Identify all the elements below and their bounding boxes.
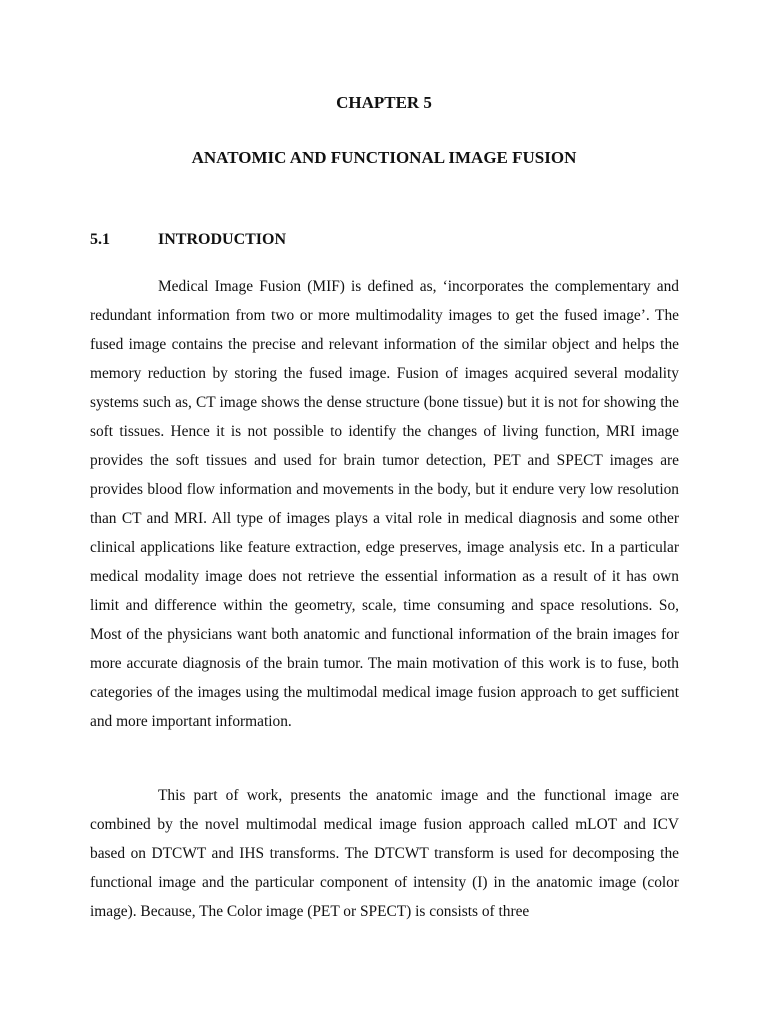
section-title: INTRODUCTION	[158, 231, 287, 248]
section-number: 5.1	[90, 231, 110, 248]
chapter-title: ANATOMIC AND FUNCTIONAL IMAGE FUSION	[191, 148, 577, 167]
body-paragraph-block	[90, 272, 679, 736]
body-paragraph: Medical Image Fusion (MIF) is defined as, ‘incorporates the complementary and redundant information from two or more multimodality images to get the fused image’. The fused image contains the precise and relevant information of the similar object and helps the memory reduction by storing the fused image. Fusion of images acquired several modality systems such as, CT image shows the dense structure (bone tissue) but it is not for showing the soft tissues. Hence it is not possible to identify the changes of living function, MRI image provides the soft tissues and used for brain tumor detection, PET and SPECT images are provides blood flow information and movements in the body, but it endure very low resolution than CT and MRI. All type of images plays a vital role in medical diagnosis and some other clinical applications like feature extraction, edge preserves, image analysis etc. In a particular medical modality image does not retrieve the essential information as a result of it has own limit and difference within the geometry, scale, time consuming and space resolutions. So, Most of the physicians want both anatomic and functional information of the brain images for more accurate diagnosis of the brain tumor. The main motivation of this work is to fuse, both categories of the images using the multimodal medical image fusion approach to get sufficient and more important information.	[90, 278, 679, 730]
section-heading	[90, 231, 286, 249]
body-paragraph-block	[90, 781, 679, 926]
chapter-label: CHAPTER 5	[336, 93, 432, 112]
body-paragraph: This part of work, presents the anatomic image and the functional image are combined by the novel multimodal medical image fusion approach called mLOT and ICV based on DTCWT and IHS transforms. The DTCWT transform is used for decomposing the functional image and the particular component of intensity (I) in the anatomic image (color image). Because, The Color image (PET or SPECT) is consists of three	[90, 787, 679, 920]
